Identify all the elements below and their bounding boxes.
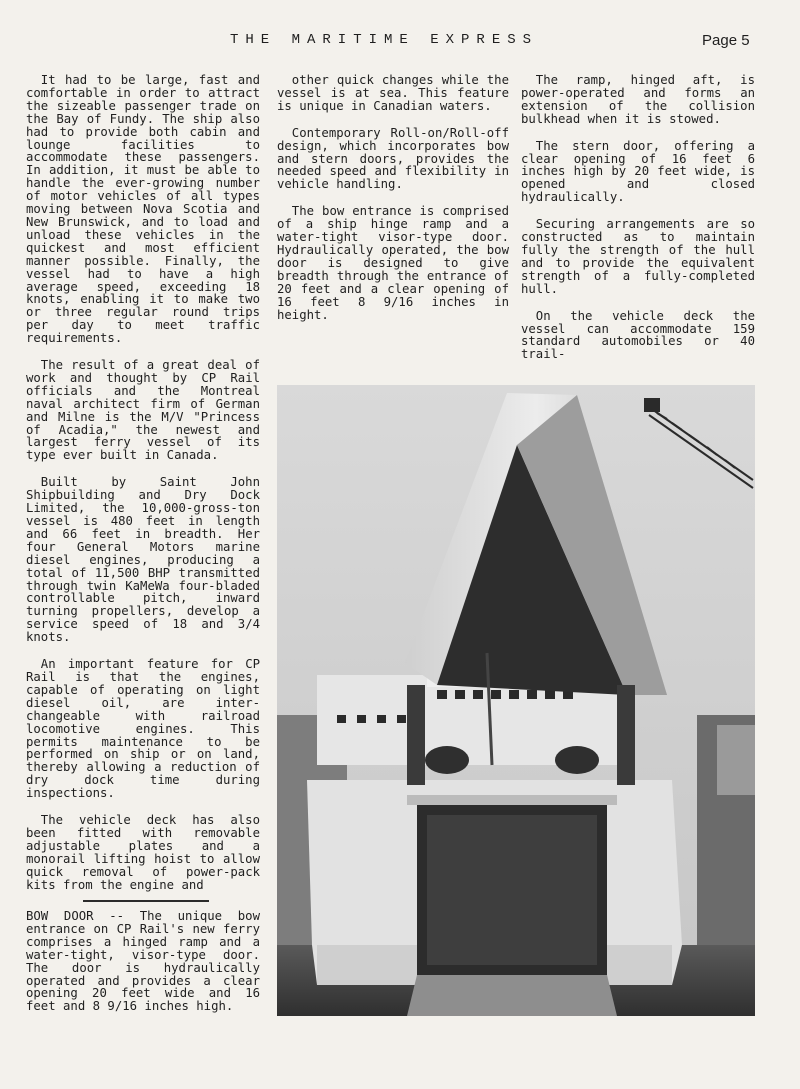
paragraph: Contemporary Roll-on/Roll-off design, which incorporates bow and stern doors, provides the needed speed and flexibility in vehicle handling. [277,125,509,192]
paragraph: The result of a great deal of work and thought by CP Rail officials and the Montreal naval architect firm of German and Milne is the M/V "Princess of Acadia," the newest and largest ferry vessel of its type ever built in Canada. [26,358,260,463]
paragraph: Securing arrangements are so constructed as to maintain fully the strength of the hull and to provide the equivalent strength of a fully-completed hull. [521,217,755,296]
paragraph: On the vehicle deck the vessel can accommodate 159 standard automobiles or 40 trail- [521,308,755,362]
ferry-photo-illustration [277,385,755,1016]
publication-title: THE MARITIME EXPRESS [230,32,539,48]
text-column-1 [26,74,260,905]
paragraph: The stern door, offering a clear opening of 16 feet 6 inches high by 20 feet wide, is opened and closed hydraulically. [521,138,755,205]
paragraph: other quick changes while the vessel is at sea. This feature is unique in Canadian waters. [277,73,509,113]
page-header [0,30,800,54]
paragraph: An important feature for CP Rail is that the engines, capable of operating on light diesel oil, are inter-changeable with railroad locomotive engines. This permits maintenance to be performed on ship or on land, thereby allowing a reduction of dry dock time during inspections. [26,657,260,801]
paragraph: The vehicle deck has also been fitted with removable adjustable plates and a monorail lifting hoist to allow quick removal of power-pack kits from the engine and [26,813,260,892]
text-column-3 [521,74,755,375]
paragraph: The bow entrance is comprised of a ship hinge ramp and a water-tight visor-type door. Hydraulically operated, the bow door is designed to give breadth through the entrance of 20 feet and a clear opening of 16 feet 8 9/16 inches in height. [277,204,509,322]
page-number: Page 5 [702,32,750,49]
paragraph: It had to be large, fast and comfortable in order to attract the sizeable passenger trade on the Bay of Fundy. The ship also had to provide both cabin and lounge facilities to accommodate these passengers. In addition, it must be able to handle the ever-growing number of motor vehicles of all types moving between Nova Scotia and New Brunswick, and to load and unload these vehicles in the quickest and most efficient manner possible. Finally, the vessel had to have a high average speed, exceeding 18 knots, enabling it to make two or three regular round trips per day to meet traffic requirements. [26,73,260,346]
text-column-2 [277,74,509,335]
paragraph: The ramp, hinged aft, is power-operated and forms an extension of the collision bulkhead when it is stowed. [521,73,755,126]
photo-caption: BOW DOOR -- The unique bow entrance on CP Rail's new ferry comprises a hinged ramp and a water-tight, visor-type door. The door is hydraulically operated and provides a clear opening 20 feet wide and 16 feet and 8 9/16 inches high. [26,909,260,1014]
paragraph: Built by Saint John Shipbuilding and Dry Dock Limited, the 10,000-gross-ton vessel is 480 feet in length and 66 feet in breadth. Her four General Motors marine diesel engines, producing a total of 11,500 BHP transmitted through twin KaMeWa four-bladed controllable pitch, inward turning propellers, develop a service speed of 18 and 3/4 knots. [26,475,260,645]
caption-divider [83,900,209,902]
ferry-bow-door-photo [277,385,755,1016]
